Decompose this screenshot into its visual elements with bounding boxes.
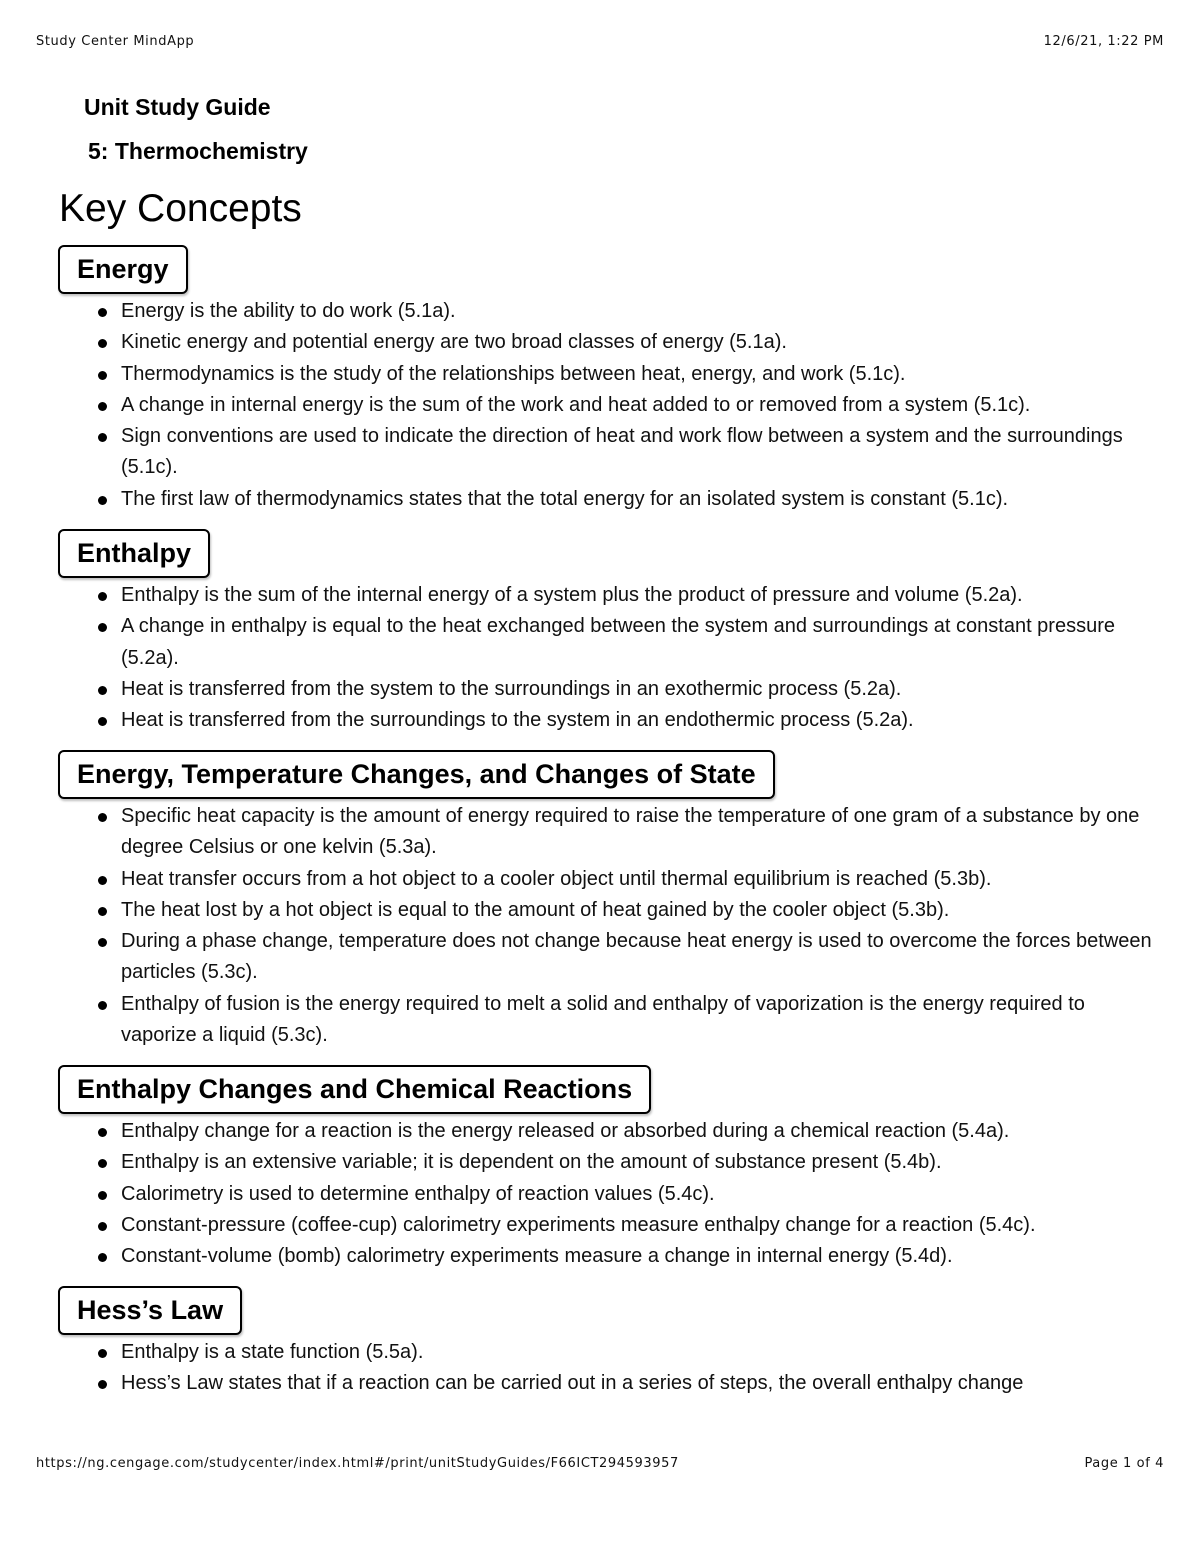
- print-footer-url[interactable]: https://ng.cengage.com/studycenter/index.html#/print/unitStudyGuides/F66ICT294593957: [36, 1456, 679, 1471]
- bullet-icon: [98, 1159, 107, 1168]
- list-item: [121, 359, 1158, 390]
- list-item-text: Heat is transferred from the system to the surroundings in an exothermic process (5.2a).: [121, 677, 902, 700]
- bullet-icon: [98, 496, 107, 505]
- section-energy: [58, 245, 1158, 515]
- list-item-text: A change in enthalpy is equal to the heat exchanged between the system and surroundings at constant pressure (5.2a).: [121, 615, 1115, 669]
- list-item-text: Enthalpy is the sum of the internal energy of a system plus the product of pressure and volume (5.2a).: [121, 584, 1023, 606]
- list-item: [121, 1210, 1158, 1241]
- list-item: [121, 1179, 1158, 1210]
- bullet-icon: [98, 938, 107, 947]
- section-chemical-reactions: [58, 1065, 1158, 1272]
- list-item: [121, 1116, 1158, 1147]
- concept-list: [58, 1337, 1158, 1400]
- list-item: [121, 1337, 1158, 1368]
- bullet-icon: [98, 1191, 107, 1200]
- concept-list: [58, 801, 1158, 1051]
- print-header-app-name: Study Center MindApp: [36, 34, 195, 49]
- list-item-text: Specific heat capacity is the amount of energy required to raise the temperature of one gram of a substance by one degree Celsius or one kelvin (5.3a).: [121, 805, 1140, 859]
- bullet-icon: [98, 339, 107, 348]
- bullet-icon: [98, 1001, 107, 1010]
- section-enthalpy: [58, 529, 1158, 736]
- bullet-icon: [98, 592, 107, 601]
- bullet-icon: [98, 1253, 107, 1262]
- list-item: [121, 989, 1158, 1052]
- list-item-text: Constant-pressure (coffee-cup) calorimetry experiments measure enthalpy change for a reaction (5.4c).: [121, 1213, 1036, 1236]
- bullet-icon: [98, 1380, 107, 1389]
- list-item: [121, 895, 1158, 926]
- section-heading: Enthalpy: [58, 529, 210, 578]
- bullet-icon: [98, 1222, 107, 1231]
- list-item: [121, 1147, 1158, 1178]
- list-item-text: Heat transfer occurs from a hot object to a cooler object until thermal equilibrium is reached (5.3b).: [121, 867, 992, 890]
- list-item-text: Calorimetry is used to determine enthalpy of reaction values (5.4c).: [121, 1182, 715, 1205]
- list-item-text: The first law of thermodynamics states that the total energy for an isolated system is constant (5.1c).: [121, 487, 1009, 510]
- list-item-text: Enthalpy change for a reaction is the energy released or absorbed during a chemical reaction (5.4a).: [121, 1120, 1010, 1142]
- bullet-icon: [98, 402, 107, 411]
- list-item-text: A change in internal energy is the sum of the work and heat added to or removed from a system (5.1c).: [121, 393, 1031, 416]
- list-item-text: Enthalpy is an extensive variable; it is dependent on the amount of substance present (5.4b).: [121, 1151, 942, 1174]
- list-item-text: The heat lost by a hot object is equal to the amount of heat gained by the cooler object (5.3b).: [121, 898, 950, 921]
- list-item-text: Kinetic energy and potential energy are two broad classes of energy (5.1a).: [121, 331, 787, 354]
- list-item-text: Energy is the ability to do work (5.1a).: [121, 300, 456, 322]
- page-title: Unit Study Guide: [84, 94, 271, 120]
- list-item: [121, 864, 1158, 895]
- list-item: [121, 801, 1158, 864]
- bullet-icon: [98, 907, 107, 916]
- list-item-text: Sign conventions are used to indicate the direction of heat and work flow between a system and the surroundings (5.1c).: [121, 425, 1123, 479]
- concept-list: [58, 1116, 1158, 1272]
- list-item: [121, 390, 1158, 421]
- print-footer-page-number: Page 1 of 4: [1084, 1456, 1164, 1471]
- bullet-icon: [98, 371, 107, 380]
- list-item: [121, 296, 1158, 327]
- list-item: [121, 611, 1158, 674]
- list-item: [121, 421, 1158, 484]
- concept-list: [58, 296, 1158, 515]
- list-item-text: Heat is transferred from the surroundings to the system in an endothermic process (5.2a).: [121, 709, 914, 732]
- list-item: [121, 1241, 1158, 1272]
- list-item-text: Enthalpy of fusion is the energy required to melt a solid and enthalpy of vaporization is the energy required to vaporize a liquid (5.3c).: [121, 992, 1085, 1047]
- list-item: [121, 1368, 1158, 1399]
- key-concepts-heading: Key Concepts: [59, 187, 302, 230]
- bullet-icon: [98, 876, 107, 885]
- section-heading: Enthalpy Changes and Chemical Reactions: [58, 1065, 651, 1114]
- bullet-icon: [98, 433, 107, 442]
- bullet-icon: [98, 813, 107, 822]
- section-temperature-changes: [58, 750, 1158, 1051]
- list-item: [121, 484, 1158, 515]
- bullet-icon: [98, 308, 107, 317]
- bullet-icon: [98, 717, 107, 726]
- list-item-text: Hess’s Law states that if a reaction can be carried out in a series of steps, the overall enthalpy change: [121, 1372, 1024, 1395]
- bullet-icon: [98, 1128, 107, 1137]
- bullet-icon: [98, 1349, 107, 1358]
- list-item-text: Constant-volume (bomb) calorimetry experiments measure a change in internal energy (5.4d).: [121, 1245, 953, 1268]
- section-hess-law: [58, 1286, 1158, 1400]
- unit-title: 5: Thermochemistry: [88, 138, 308, 164]
- list-item-text: Enthalpy is a state function (5.5a).: [121, 1341, 424, 1363]
- list-item: [121, 580, 1158, 611]
- list-item-text: During a phase change, temperature does not change because heat energy is used to overcome the forces between particles (5.3c).: [121, 930, 1152, 984]
- list-item: [121, 926, 1158, 989]
- concept-list: [58, 580, 1158, 736]
- bullet-icon: [98, 623, 107, 632]
- print-header-datetime: 12/6/21, 1:22 PM: [1043, 34, 1164, 49]
- section-heading: Hess’s Law: [58, 1286, 242, 1335]
- section-heading: Energy, Temperature Changes, and Changes of State: [58, 750, 775, 799]
- bullet-icon: [98, 686, 107, 695]
- list-item: [121, 705, 1158, 736]
- list-item: [121, 674, 1158, 705]
- list-item-text: Thermodynamics is the study of the relationships between heat, energy, and work (5.1c).: [121, 362, 906, 385]
- section-heading: Energy: [58, 245, 188, 294]
- list-item: [121, 327, 1158, 358]
